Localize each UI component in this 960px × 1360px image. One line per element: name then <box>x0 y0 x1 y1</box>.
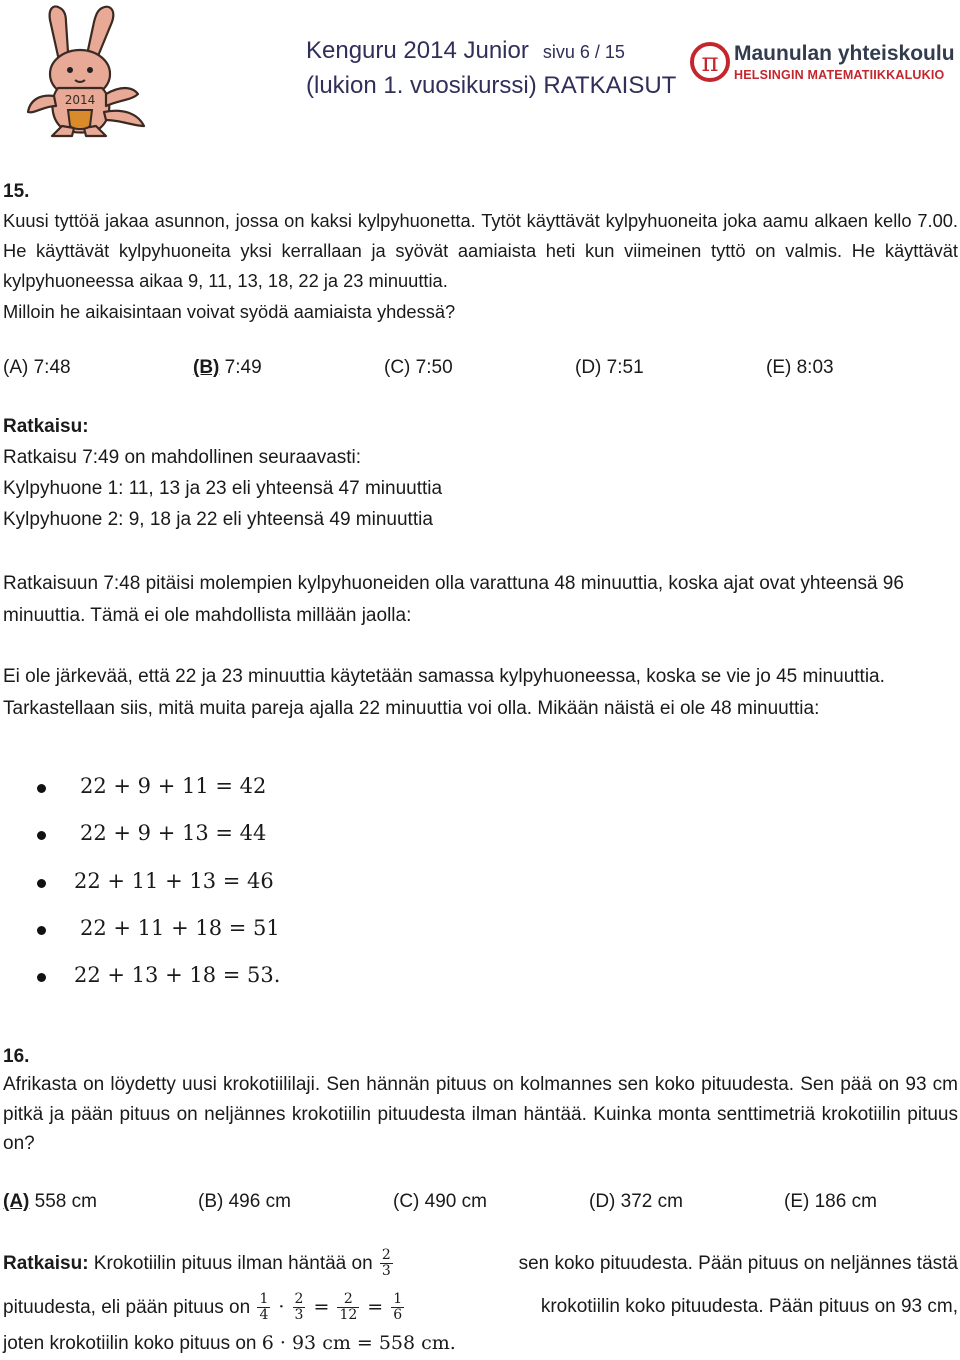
bullet-icon <box>37 879 46 888</box>
fraction: $\frac{2}{3}$ <box>294 1291 304 1324</box>
solution-15-paragraph: Ei ole järkevää, että 22 ja 23 minuuttia käytetään samassa kylpyhuoneessa, koska se vie jo 45 minuuttia. Tarkastellaan siis, mitä muita pareja ajalla 22 minuuttia voi olla. Mikään näistä ei ole 48 minuuttia: <box>3 666 885 719</box>
school-subtitle: HELSINGIN MATEMATIIKKALUKIO <box>734 68 945 82</box>
mascot-year-label: 2014 <box>64 93 96 107</box>
option-c: (C) 490 cm <box>393 1191 487 1212</box>
solution-16-line1: Ratkaisu: Krokotiilin pituus ilman häntää on $\frac{2}{3}$ sen koko pituudesta. Pään pituus on neljännes tästä <box>3 1247 958 1280</box>
option-e: (E) 186 cm <box>784 1191 877 1212</box>
fraction: $\frac{1}{4}$ <box>259 1291 269 1324</box>
option-b: (B) 496 cm <box>198 1191 291 1212</box>
document-title <box>306 34 676 103</box>
option-c: (C) 7:50 <box>384 357 453 378</box>
svg-text:π: π <box>701 48 719 78</box>
kangaroo-mascot-logo <box>20 2 150 140</box>
solution-15-line: Kylpyhuone 1: 11, 13 ja 23 eli yhteensä 47 minuuttia <box>3 478 443 499</box>
page-header <box>0 0 960 140</box>
problem-16-number: 16. <box>3 1046 30 1067</box>
solution-15-paragraph: Ratkaisuun 7:48 pitäisi molempien kylpyhuoneiden olla varattuna 48 minuuttia, koska ajat ovat yhteensä 96 minuuttia. Tämä ei ole mahdollista millään jaolla: <box>3 573 904 626</box>
problem-15-question-last: Milloin he aikaisintaan voivat syödä aamiaista yhdessä? <box>3 301 456 322</box>
fraction: $\frac{2}{3}$ <box>381 1247 391 1280</box>
solution-16-line2: pituudesta, eli pään pituus on $\frac{1}{4}$ · $\frac{2}{3}$ = $\frac{2}{12}$ = $\frac{1}{6}$ krokotiilin koko pituudesta. Pään pituus on 93 cm, <box>3 1291 958 1324</box>
option-b-correct: (B) 7:49 <box>193 357 262 378</box>
school-name: Maunulan yhteiskoulu <box>734 42 955 65</box>
page-number: sivu 6 / 15 <box>542 42 625 62</box>
bullet-icon <box>37 973 46 982</box>
problem-15-question: Kuusi tyttöä jakaa asunnon, jossa on kaksi kylpyhuonetta. Tytöt käyttävät kylpyhuoneita joka aamu alkaen kello 7.00. He käyttävät kylpyhuoneita yksi kerrallaan ja syövät aamiaista heti kun viimeinen tyttö on valmis. He käyttävät kylpyhuoneessa aikaa 9, 11, 13, 18, 22 ja 23 minuuttia. <box>3 210 958 291</box>
option-a-correct: (A) 558 cm <box>3 1191 97 1212</box>
fraction: $\frac{1}{6}$ <box>393 1291 403 1324</box>
solution-16-equation: 6 · 93 cm = 558 cm. <box>261 1332 456 1354</box>
option-d: (D) 372 cm <box>589 1191 683 1212</box>
problem-15-number: 15. <box>3 181 30 202</box>
solution-16-line3: joten krokotiilin koko pituus on 6 · 93 cm = 558 cm. <box>3 1332 456 1354</box>
solution-15-line: Ratkaisu 7:49 on mahdollinen seuraavasti: <box>3 447 362 468</box>
solution-16-heading: Ratkaisu: <box>3 1253 89 1274</box>
bullet-icon <box>37 926 46 935</box>
school-logo <box>690 40 960 90</box>
problem-16-options <box>3 1187 958 1216</box>
problem-16-question: Afrikasta on löydetty uusi krokotiililaji. Sen hännän pituus on kolmannes sen koko pituudesta. Sen pää on 93 cm pitkä ja pään pituus on neljännes krokotiilin pituudesta ilman häntää. Kuinka monta senttimetriä krokotiilin pituus on? <box>3 1074 958 1154</box>
bullet-icon <box>37 784 46 793</box>
option-d: (D) 7:51 <box>575 357 644 378</box>
pi-icon <box>690 40 730 84</box>
option-a: (A) 7:48 <box>3 357 71 378</box>
problem-15-options <box>3 353 958 382</box>
title-line2: (lukion 1. vuosikurssi) RATKAISUT <box>306 72 677 99</box>
title-line1: Kenguru 2014 Junior <box>306 37 529 64</box>
solution-15-line: Kylpyhuone 2: 9, 18 ja 22 eli yhteensä 49 minuuttia <box>3 509 433 530</box>
solution-15-heading: Ratkaisu: <box>3 416 89 437</box>
option-e: (E) 8:03 <box>766 357 834 378</box>
fraction: $\frac{2}{12}$ <box>339 1291 358 1324</box>
bullet-icon <box>37 831 46 840</box>
